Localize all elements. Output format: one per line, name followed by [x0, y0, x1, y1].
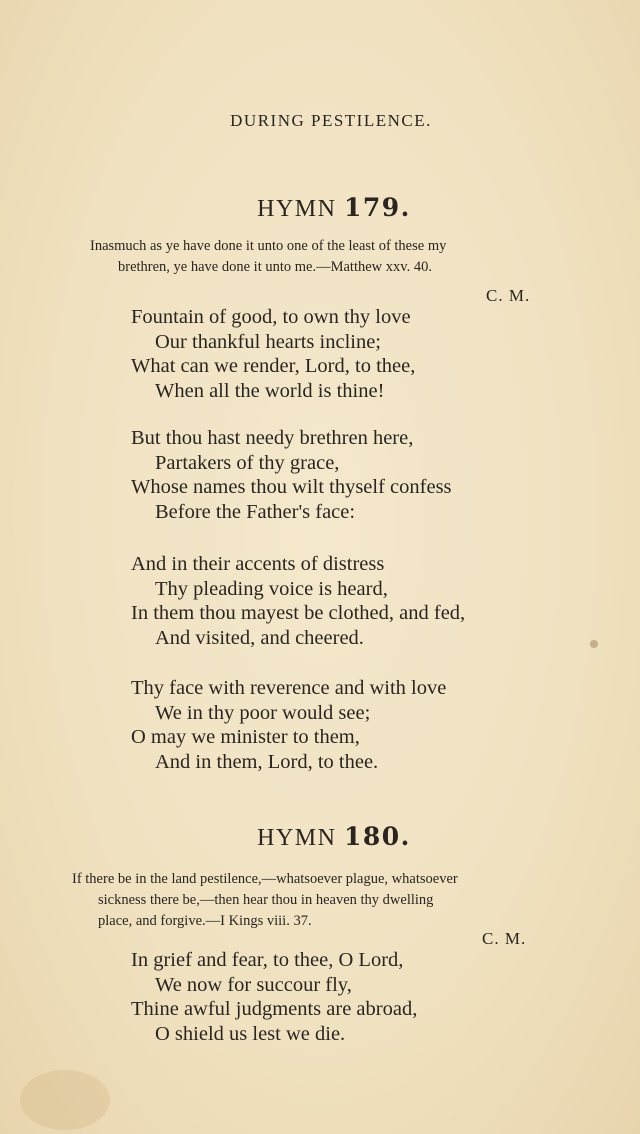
stanza [131, 552, 465, 650]
hymn-title [0, 822, 640, 852]
verse-line: What can we render, Lord, to thee, [131, 355, 416, 377]
verse-line: Our thankful hearts incline; [155, 330, 382, 353]
verse-line: In grief and fear, to thee, O Lord, [131, 949, 404, 971]
stanza [131, 676, 446, 774]
verse-line: O shield us lest we die. [155, 1022, 346, 1045]
page-stain [590, 640, 598, 648]
scripture-epigraph [72, 869, 584, 932]
stanza [131, 948, 417, 1046]
verse-line: But thou hast needy brethren here, [131, 427, 414, 449]
verse-line: Fountain of good, to own thy love [131, 306, 411, 328]
verse-line: Partakers of thy grace, [155, 451, 340, 474]
verse-line: We in thy poor would see; [155, 701, 371, 724]
verse-line: O may we minister to them, [131, 726, 360, 748]
stanza [131, 305, 415, 403]
epigraph-line: If there be in the land pestilence,—whatsoever plague, whatsoever [72, 871, 458, 887]
hymn-number: 180. [343, 822, 411, 851]
verse-line: And in their accents of distress [131, 553, 385, 575]
page-stain [20, 1070, 110, 1130]
running-head: DURING PESTILENCE. [230, 111, 432, 130]
verse-line: And visited, and cheered. [155, 626, 364, 649]
verse-line: And in them, Lord, to thee. [155, 750, 379, 773]
verse-line: When all the world is thine! [155, 379, 385, 402]
hymn-title [0, 193, 640, 223]
epigraph-line: place, and forgive.—I Kings viii. 37. [98, 913, 312, 929]
epigraph-line: Inasmuch as ye have done it unto one of the least of these my [90, 238, 447, 254]
meter-label: C. M. [482, 929, 527, 948]
verse-line: Thy pleading voice is heard, [155, 577, 388, 600]
scripture-epigraph [90, 236, 568, 278]
epigraph-line: sickness there be,—then hear thou in heaven thy dwelling [98, 892, 434, 908]
verse-line: Thy face with reverence and with love [131, 677, 447, 699]
meter-label: C. M. [486, 286, 531, 305]
verse-line: We now for succour fly, [155, 973, 352, 996]
hymn-title-word: HYMN [257, 196, 337, 222]
hymn-number: 179. [343, 193, 411, 222]
verse-line: Whose names thou wilt thyself confess [131, 476, 452, 498]
verse-line: In them thou mayest be clothed, and fed, [131, 602, 466, 624]
hymn-title-word: HYMN [257, 825, 337, 851]
verse-line: Thine awful judgments are abroad, [131, 998, 418, 1020]
stanza [131, 426, 452, 524]
epigraph-line: brethren, ye have done it unto me.—Matthew xxv. 40. [118, 259, 432, 275]
verse-line: Before the Father's face: [155, 500, 356, 523]
